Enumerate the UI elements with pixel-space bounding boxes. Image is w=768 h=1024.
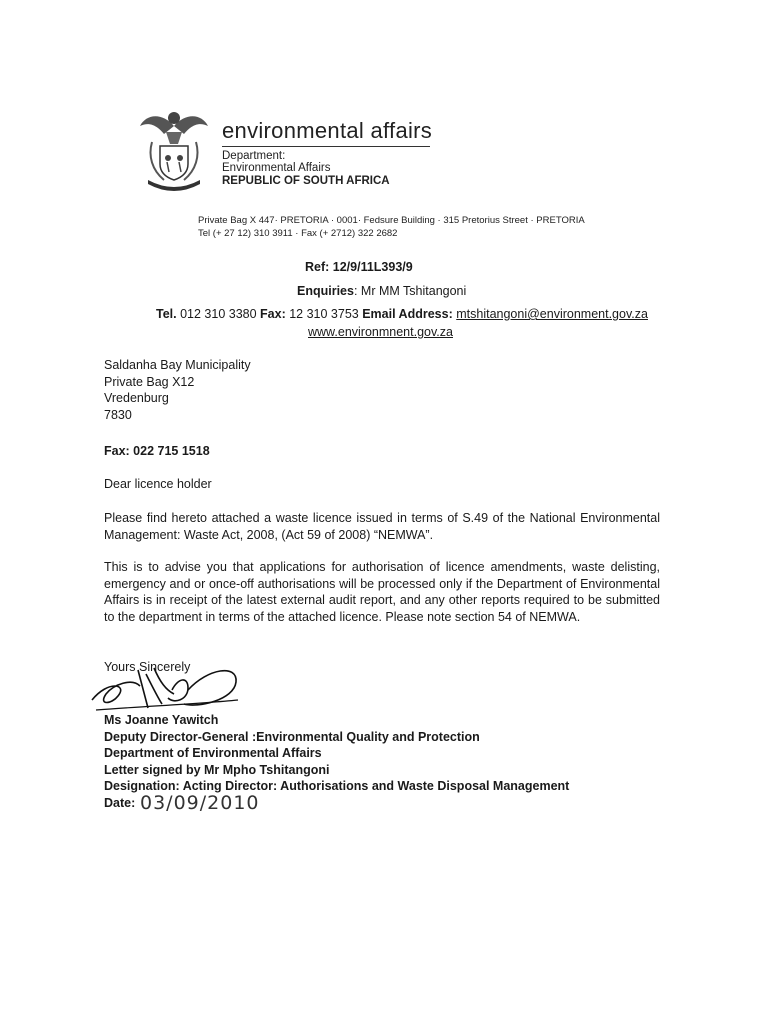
signatory-department: Department of Environmental Affairs — [104, 746, 322, 760]
department-title: environmental affairs — [222, 118, 433, 143]
enquiries-label: Enquiries — [297, 284, 354, 298]
handwritten-signature — [88, 660, 248, 718]
salutation: Dear licence holder — [104, 477, 212, 491]
signatory-name: Ms Joanne Yawitch — [104, 713, 219, 727]
department-label: Department: — [222, 150, 286, 162]
fax-value: 12 310 3753 — [285, 307, 363, 321]
enquiries-line — [297, 284, 466, 298]
recipient-fax: Fax: 022 715 1518 — [104, 444, 210, 458]
department-name: Environmental Affairs — [222, 162, 331, 174]
website-link[interactable]: www.environmnent.gov.za — [308, 325, 453, 339]
email-label: Email Address: — [362, 307, 453, 321]
reference-number: Ref: 12/9/11L393/9 — [305, 260, 413, 274]
signed-by: Letter signed by Mr Mpho Tshitangoni — [104, 762, 330, 777]
phone-fax-line: Tel (+ 27 12) 310 3911 · Fax (+ 2712) 322 2682 — [198, 228, 398, 239]
fax-label: Fax: — [260, 307, 286, 321]
title-divider — [222, 146, 430, 147]
handwritten-date: 03/09/2010 — [140, 792, 260, 814]
email-link[interactable]: mtshitangoni@environment.gov.za — [456, 307, 648, 321]
enquiries-value: : Mr MM Tshitangoni — [353, 284, 467, 298]
recipient-line: Private Bag X12 — [104, 374, 195, 389]
body-paragraph: Please find hereto attached a waste licence issued in terms of S.49 of the National Environmental Management: Waste Act, 2008, (Act 59 of 2008) “NEMWA”. — [104, 511, 660, 542]
country-name: REPUBLIC OF SOUTH AFRICA — [222, 175, 390, 187]
tel-label: Tel. — [156, 307, 177, 321]
recipient-line: Vredenburg — [104, 391, 169, 405]
designation: Designation: Acting Director: Authorisations and Waste Disposal Management — [104, 779, 570, 793]
postal-address: Private Bag X 447· PRETORIA · 0001· Fedsure Building · 315 Pretorius Street · PRETORIA — [198, 215, 585, 226]
contact-line — [156, 307, 648, 321]
recipient-line: 7830 — [104, 407, 132, 422]
coat-of-arms-logo — [134, 104, 214, 192]
recipient-address — [104, 357, 251, 423]
date-label: Date: — [104, 795, 136, 810]
tel-value: 012 310 3380 — [176, 307, 261, 321]
body-paragraph: This is to advise you that applications for authorisation of licence amendments, waste delisting, emergency and or once-off authorisations will be processed only if the Department of Environmental Affairs is in receipt of the latest external audit report, and any other reports required to be submitted to the department in terms of the attached licence. Please note section 54 of NEMWA. — [104, 560, 660, 624]
closing: Yours Sincerely — [104, 660, 191, 674]
recipient-line: Saldanha Bay Municipality — [104, 358, 251, 372]
signatory-title: Deputy Director-General :Environmental Quality and Protection — [104, 729, 480, 744]
